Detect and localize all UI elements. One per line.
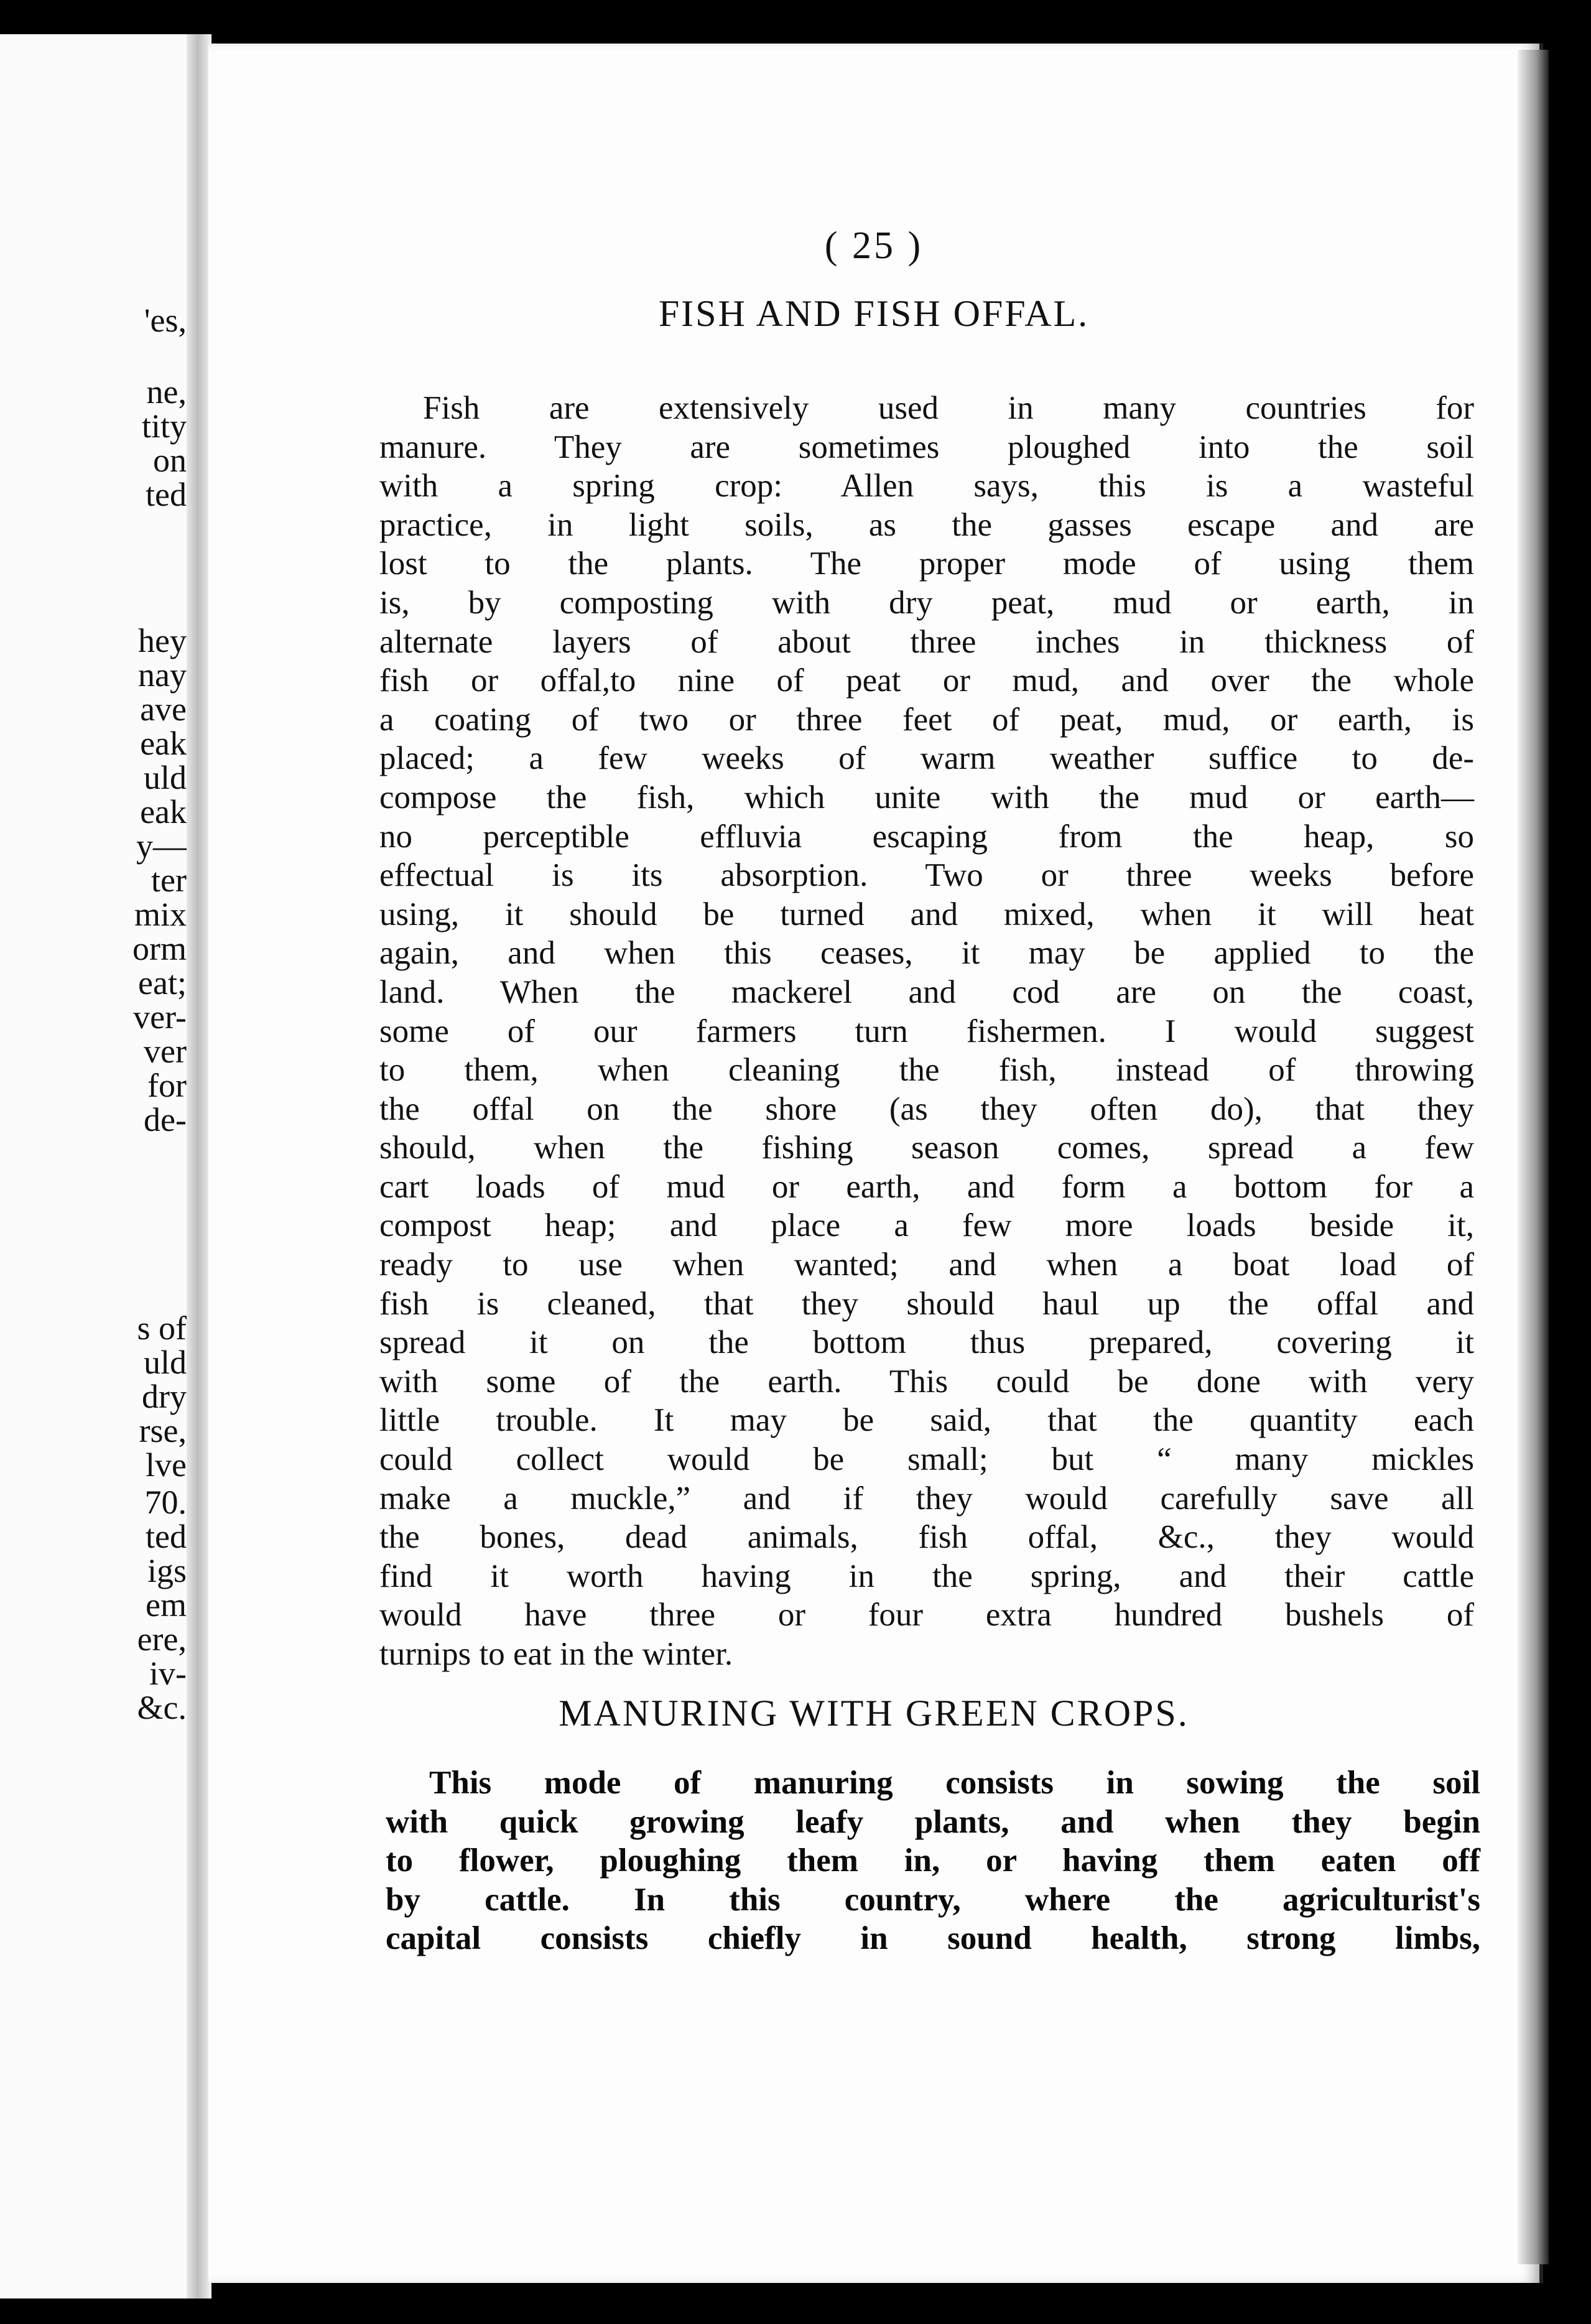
facing-page-text-fragment: eak	[140, 793, 187, 830]
text-line: turnips to eat in the winter.	[379, 1636, 733, 1672]
text-line: effectual is its absorption. Two or three weeks before	[379, 857, 1474, 894]
text-line: fish or offal,to nine of peat or mud, and over the whole	[379, 662, 1474, 699]
book-gutter	[187, 34, 211, 2298]
facing-page-text-fragment: ver	[144, 1033, 187, 1070]
text-line: find it worth having in the spring, and their cattle	[379, 1558, 1474, 1594]
text-line: fish is cleaned, that they should haul up the offal and	[379, 1285, 1474, 1322]
facing-page-text-fragment: eak	[140, 725, 187, 762]
text-line: compost heap; and place a few more loads beside it,	[379, 1207, 1474, 1244]
facing-page-text-fragment: em	[146, 1586, 187, 1624]
book-page	[208, 44, 1543, 2283]
facing-page-text-fragment: rse,	[139, 1412, 187, 1449]
text-line: should, when the fishing season comes, spread a few	[379, 1130, 1474, 1166]
facing-page-fragment	[0, 34, 205, 2298]
text-line: lost to the plants. The proper mode of using them	[379, 546, 1474, 582]
facing-page-text-fragment: ver-	[133, 998, 187, 1036]
facing-page-text-fragment: for	[147, 1067, 187, 1104]
text-line: cart loads of mud or earth, and form a bottom for a	[379, 1168, 1474, 1205]
facing-page-text-fragment: dry	[142, 1378, 187, 1415]
text-line: could collect would be small; but “ many mickles	[379, 1441, 1474, 1478]
text-line: the bones, dead animals, fish offal, &c., they would	[379, 1519, 1474, 1556]
text-line: using, it should be turned and mixed, when it will heat	[379, 896, 1474, 932]
text-line: the offal on the shore (as they often do), that they	[379, 1090, 1474, 1127]
facing-page-text-fragment: eat;	[138, 964, 187, 1002]
facing-page-text-fragment: 'es,	[144, 302, 187, 339]
page-edge-shadow	[1518, 50, 1549, 2264]
text-line: alternate layers of about three inches in thickness of	[379, 623, 1474, 660]
text-line: compose the fish, which unite with the mud or earth—	[379, 779, 1474, 816]
text-line: ready to use when wanted; and when a boat load of	[379, 1247, 1474, 1283]
facing-page-text-fragment: ave	[140, 690, 187, 728]
text-line: some of our farmers turn fishermen. I would suggest	[379, 1013, 1474, 1049]
facing-page-text-fragment: ter	[151, 862, 187, 899]
text-line: is, by composting with dry peat, mud or earth, in	[379, 584, 1474, 621]
facing-page-text-fragment: tity	[141, 407, 187, 445]
facing-page-text-fragment: y—	[136, 827, 187, 865]
facing-page-text-fragment: ere,	[137, 1620, 187, 1658]
paragraph-green-crops	[386, 1764, 1480, 1958]
facing-page-text-fragment: &c.	[137, 1689, 187, 1726]
text-line: no perceptible effluvia escaping from the heap, so	[379, 818, 1474, 855]
facing-page-text-fragment: on	[153, 442, 187, 479]
section-heading-fish: FISH AND FISH OFFAL.	[658, 293, 1090, 334]
text-line: placed; a few weeks of warm weather suffice to de-	[379, 740, 1474, 777]
text-line: to them, when cleaning the fish, instead of throwing	[379, 1052, 1474, 1089]
text-line: capital consists chiefly in sound health, strong limbs,	[386, 1920, 1480, 1957]
paragraph-fish-offal	[379, 389, 1474, 1674]
text-line: by cattle. In this country, where the agriculturist's	[386, 1881, 1480, 1918]
text-line: make a muckle,” and if they would carefully save all	[379, 1480, 1474, 1517]
facing-page-text-fragment: uld	[143, 1344, 187, 1381]
text-line: land. When the mackerel and cod are on the coast,	[379, 974, 1474, 1010]
facing-page-text-fragment: hey	[138, 622, 187, 659]
text-line: practice, in light soils, as the gasses escape and are	[379, 506, 1474, 543]
text-line: with some of the earth. This could be done with very	[379, 1363, 1474, 1400]
facing-page-text-fragment: mix	[134, 896, 187, 933]
facing-page-text-fragment: ne,	[146, 373, 187, 411]
facing-page-text-fragment: iv-	[149, 1655, 187, 1692]
page-number: ( 25 )	[824, 225, 924, 267]
text-line: manure. They are sometimes ploughed into the soil	[379, 429, 1474, 465]
text-line: little trouble. It may be said, that the quantity each	[379, 1402, 1474, 1439]
facing-page-text-fragment: orm	[132, 930, 187, 967]
text-line: a coating of two or three feet of peat, mud, or earth, is	[379, 701, 1474, 738]
facing-page-text-fragment: de-	[144, 1101, 187, 1138]
facing-page-text-fragment: igs	[147, 1552, 187, 1589]
facing-page-text-fragment: 70.	[144, 1484, 187, 1521]
text-line: again, and when this ceases, it may be applied to the	[379, 935, 1474, 972]
text-line: would have three or four extra hundred bushels of	[379, 1597, 1474, 1634]
text-line: to flower, ploughing them in, or having them eaten off	[386, 1843, 1480, 1879]
text-line: Fish are extensively used in many countries for	[423, 390, 1474, 426]
text-line: This mode of manuring consists in sowing the soil	[429, 1765, 1480, 1801]
facing-page-text-fragment: lve	[146, 1446, 187, 1484]
text-line: spread it on the bottom thus prepared, covering it	[379, 1324, 1474, 1361]
facing-page-text-fragment: nay	[138, 656, 187, 694]
facing-page-text-fragment: s of	[137, 1309, 187, 1347]
text-line: with a spring crop: Allen says, this is a wasteful	[379, 468, 1474, 504]
facing-page-text-fragment: ted	[146, 1518, 187, 1555]
facing-page-text-fragment: uld	[143, 759, 187, 796]
text-line: with quick growing leafy plants, and when they begin	[386, 1803, 1480, 1840]
section-heading-green-crops: MANURING WITH GREEN CROPS.	[559, 1693, 1189, 1734]
facing-page-text-fragment: ted	[146, 476, 187, 513]
